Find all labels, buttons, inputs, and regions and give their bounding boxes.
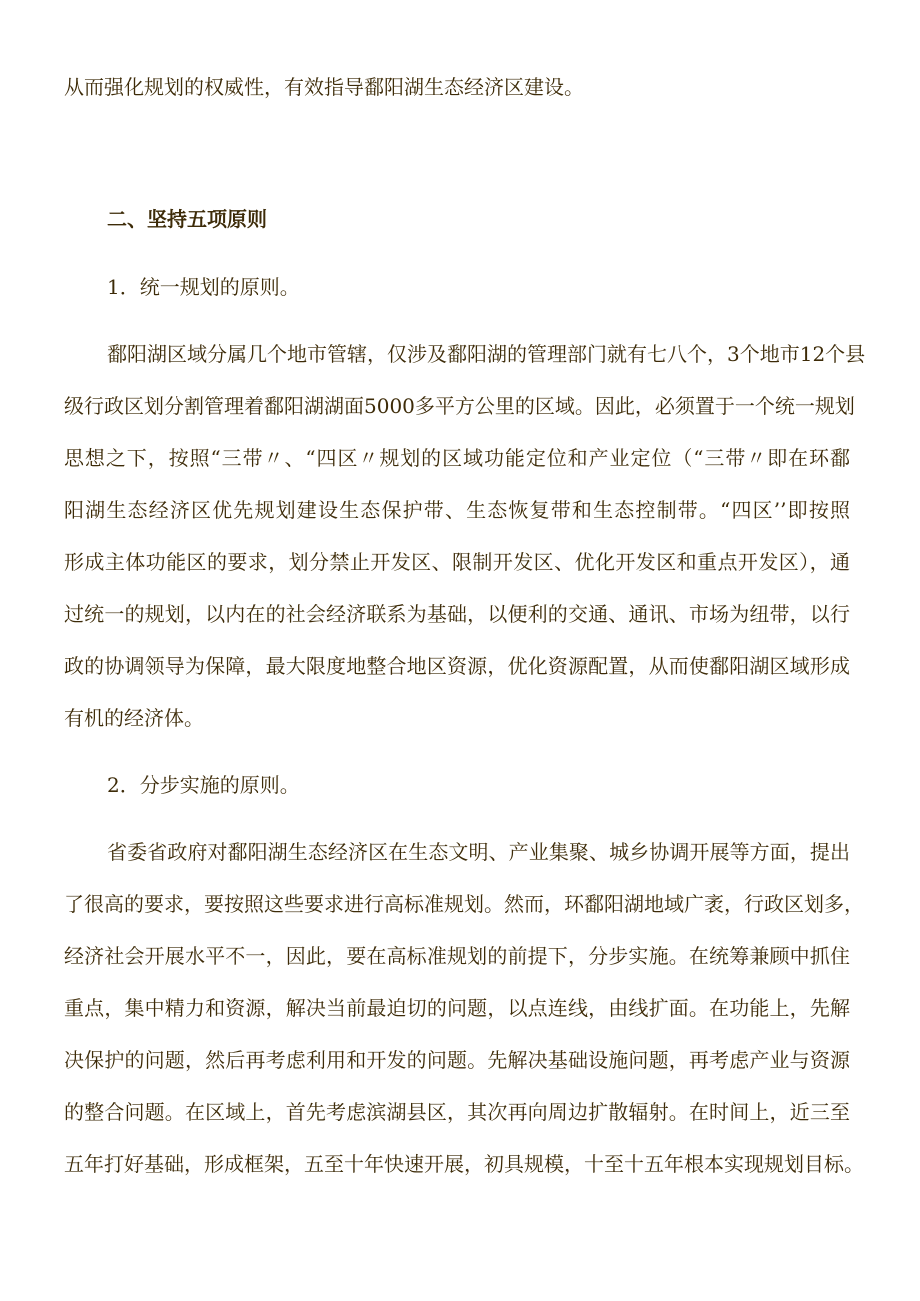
principle-1-line-3: 思想之下，按照“三带〃、“四区〃规划的区域功能定位和产业定位（“三带〃即在环鄱 <box>64 446 850 470</box>
principle-1-line-2: 级行政区划分割管理着鄱阳湖湖面5000多平方公里的区域。因此，必须置于一个统一规划 <box>64 394 855 418</box>
principle-2-line-3: 经济社会开展水平不一，因此，要在高标准规划的前提下，分步实施。在统筹兼顾中抓住 <box>64 944 850 968</box>
principle-1-line-8: 有机的经济体。 <box>64 706 204 730</box>
principle-2-line-6: 的整合问题。在区域上，首先考虑滨湖县区，其次再向周边扩散辐射。在时间上，近三至 <box>64 1100 850 1124</box>
principle-1-line-5: 形成主体功能区的要求，划分禁止开发区、限制开发区、优化开发区和重点开发区），通 <box>64 550 850 574</box>
intro-tail-line: 从而强化规划的权威性，有效指导鄱阳湖生态经济区建设。 <box>64 75 584 99</box>
principle-1-line-7: 政的协调领导为保障，最大限度地整合地区资源，优化资源配置，从而使鄱阳湖区域形成 <box>64 654 850 678</box>
principle-1-line-1: 鄱阳湖区域分属几个地市管辖，仅涉及鄱阳湖的管理部门就有七八个，3个地市12个县 <box>107 342 866 366</box>
principle-2-line-2: 了很高的要求，要按照这些要求进行高标准规划。然而，环鄱阳湖地域广袤，行政区划多， <box>64 892 864 916</box>
principle-2-line-5: 决保护的问题，然后再考虑利用和开发的问题。先解决基础设施问题，再考虑产业与资源 <box>64 1048 850 1072</box>
principle-2-line-7: 五年打好基础，形成框架，五至十年快速开展，初具规模，十至十五年根本实现规划目标。 <box>64 1152 864 1176</box>
principle-1-heading: 1．统一规划的原则。 <box>107 275 300 299</box>
principle-1-line-4: 阳湖生态经济区优先规划建设生态保护带、生态恢复带和生态控制带。“四区’’即按照 <box>64 498 850 522</box>
principle-1-line-6: 过统一的规划，以内在的社会经济联系为基础，以便利的交通、通讯、市场为纽带，以行 <box>64 602 850 626</box>
principle-2-line-1: 省委省政府对鄱阳湖生态经济区在生态文明、产业集聚、城乡协调开展等方面，提出 <box>107 840 850 864</box>
principle-2-heading: 2．分步实施的原则。 <box>107 773 300 797</box>
principle-2-line-4: 重点，集中精力和资源，解决当前最迫切的问题，以点连线，由线扩面。在功能上，先解 <box>64 996 850 1020</box>
section-heading: 二、坚持五项原则 <box>107 207 267 231</box>
